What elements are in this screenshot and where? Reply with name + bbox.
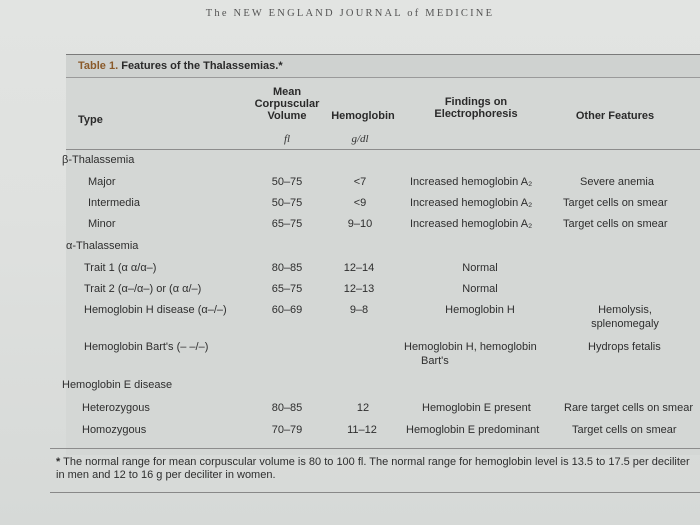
row-findings: Normal [462,262,498,274]
row-type: Major [88,176,116,188]
row-other: splenomegaly [591,318,659,330]
row-findings: Hemoglobin H [445,304,515,316]
row-type: Trait 1 (α α/α–) [84,262,157,274]
row-hemoglobin: 11–12 [347,424,377,436]
row-other: Severe anemia [580,176,654,188]
table-footnote [56,456,696,482]
row-other: Target cells on smear [563,218,668,230]
row-findings: Hemoglobin H, hemoglobin [404,341,537,353]
row-other: Target cells on smear [572,424,677,436]
row-other: Rare target cells on smear [564,402,693,414]
row-mcv: 65–75 [271,283,303,295]
header-other-features: Other Features [575,110,655,122]
row-mcv: 80–85 [271,262,303,274]
row-mcv: 65–75 [271,218,303,230]
row-findings: Increased hemoglobin A₂ [410,218,533,230]
table-bottom-divider [50,448,700,449]
row-type: Hemoglobin Bart's (– –/–) [84,341,209,353]
header-hemoglobin: Hemoglobin [331,110,395,122]
row-findings: Hemoglobin E predominant [406,424,540,436]
row-hemoglobin: 12–13 [343,283,375,295]
table-label: Table 1. [78,60,119,72]
table-caption [78,60,283,72]
group-hemoglobin-e-disease: Hemoglobin E disease [62,379,173,391]
row-other: Hydrops fetalis [588,341,661,353]
footnote-divider [50,492,700,493]
row-mcv: 60–69 [271,304,303,316]
header-divider [66,149,700,150]
row-findings: Increased hemoglobin A₂ [410,197,533,209]
group-alpha-thalassemia: α-Thalassemia [66,240,139,252]
header-type: Type [78,114,103,126]
row-hemoglobin: <9 [353,197,367,209]
unit-hemoglobin: g/dl [351,133,369,145]
row-type: Trait 2 (α–/α–) or (α α/–) [84,283,202,295]
row-mcv: 70–79 [271,424,303,436]
footnote-mark: * [56,456,61,468]
row-hemoglobin: <7 [353,176,367,188]
row-other: Target cells on smear [563,197,668,209]
row-mcv: 50–75 [271,197,303,209]
row-findings: Normal [462,283,498,295]
header-findings: Findings on Electrophoresis [434,96,518,120]
row-mcv: 80–85 [271,402,303,414]
row-hemoglobin: 12–14 [343,262,375,274]
row-findings: Bart's [421,355,449,367]
row-hemoglobin: 9–8 [349,304,369,316]
table-title: Features of the Thalassemias.* [121,60,283,72]
row-other: Hemolysis, [598,304,652,316]
row-hemoglobin: 9–10 [347,218,373,230]
row-type: Homozygous [82,424,147,436]
row-mcv: 50–75 [271,176,303,188]
footnote-text: The normal range for mean corpuscular volume is 80 to 100 fl. The normal range for hemoglobin level is 13.5 to 17.5 per deciliter in men and 12 to 16 g per deciliter in women. [56,456,690,481]
row-type: Intermedia [88,197,140,209]
row-type: Heterozygous [82,402,150,414]
journal-title: The NEW ENGLAND JOURNAL of MEDICINE [205,8,495,19]
group-beta-thalassemia: β-Thalassemia [62,154,135,166]
row-type: Hemoglobin H disease (α–/–) [84,304,227,316]
header-mcv: Mean Corpuscular Volume [254,86,320,122]
unit-mcv: fl [283,133,291,145]
row-type: Minor [88,218,116,230]
row-findings: Increased hemoglobin A₂ [410,176,533,188]
row-findings: Hemoglobin E present [422,402,531,414]
row-hemoglobin: 12 [356,402,370,414]
